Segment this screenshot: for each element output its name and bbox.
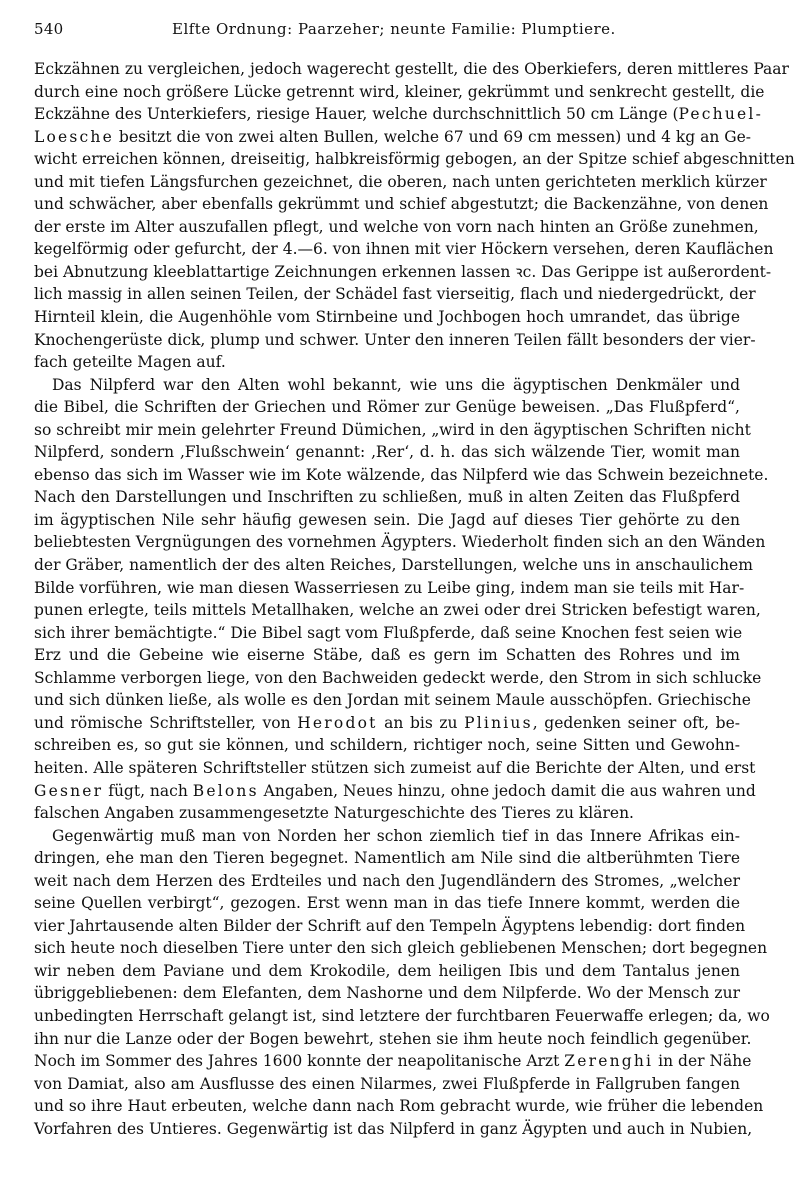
text-run: kegelförmig oder gefurcht, der 4.—6. von ihnen mit vier Höckern versehen, deren Kauflächen xyxy=(34,240,774,259)
text-line xyxy=(34,396,740,419)
spaced-name: Herodot xyxy=(297,713,378,732)
text-run: bei Abnutzung kleeblattartige Zeichnungen erkennen lassen ꝛc. Das Gerippe ist außerordent- xyxy=(34,262,772,281)
text-run: punen erlegte, teils mittels Metallhaken, welche an zwei oder drei Stricken befestigt waren, xyxy=(34,601,761,620)
text-run: Gegenwärtig muß man von Norden her schon ziemlich tief in das Innere Afrikas ein- xyxy=(52,826,740,845)
text-run: und schwächer, aber ebenfalls gekrümmt und schief abgestutzt; die Backenzähne, von denen xyxy=(34,195,769,214)
text-line xyxy=(34,937,768,960)
text-line xyxy=(34,982,740,1005)
text-line xyxy=(34,441,740,464)
body-text xyxy=(34,58,795,1140)
text-run: weit nach dem Herzen des Erdteiles und nach den Jugendländern des Stromes, „welcher xyxy=(34,871,740,890)
text-run: die Bibel, die Schriften der Griechen und Römer zur Genüge beweisen. „Das Flußpferd“, xyxy=(34,398,740,417)
text-line xyxy=(34,825,740,848)
spaced-name: Loesche xyxy=(34,127,114,146)
text-line xyxy=(34,644,740,667)
text-run: und mit tiefen Längsfurchen gezeichnet, die oberen, nach unten gerichteten merklich kürzer xyxy=(34,172,767,191)
text-line xyxy=(34,486,740,509)
text-run: durch eine noch größere Lücke getrennt wird, kleiner, gekrümmt und senkrecht gestellt, die xyxy=(34,82,765,101)
text-line xyxy=(34,283,756,306)
text-run: übriggebliebenen: dem Elefanten, dem Nashorne und dem Nilpferde. Wo der Mensch zur xyxy=(34,984,740,1003)
text-run: und so ihre Haut erbeuten, welche dann nach Rom gebracht wurde, wie früher die lebenden xyxy=(34,1097,764,1116)
text-line xyxy=(34,757,756,780)
text-line xyxy=(34,915,746,938)
text-line xyxy=(34,1073,740,1096)
text-run: Angaben, Neues hinzu, ohne jedoch damit die aus wahren und xyxy=(258,781,756,800)
text-run: ihn nur die Lanze oder der Bogen bewehrt, stehen sie ihm heute noch feindlich gegenüber. xyxy=(34,1029,752,1048)
text-run: sich heute noch dieselben Tiere unter den sich gleich gebliebenen Menschen; dort begegnen xyxy=(34,939,768,958)
text-run: Eckzähnen zu vergleichen, jedoch wagerecht gestellt, die des Oberkiefers, deren mittleres Paar xyxy=(34,60,789,78)
text-line xyxy=(34,780,756,803)
text-run: schreiben es, so gut sie können, und schildern, richtiger noch, seine Sitten und Gewohn- xyxy=(34,736,740,755)
text-line xyxy=(34,374,740,397)
text-line xyxy=(34,306,740,329)
text-line xyxy=(34,960,740,983)
text-run: Noch im Sommer des Jahres 1600 konnte der neapolitanische Arzt xyxy=(34,1052,565,1071)
text-line xyxy=(34,554,753,577)
text-run: fach geteilte Magen auf. xyxy=(34,353,226,372)
paragraph xyxy=(34,58,795,374)
text-run: falschen Angaben zusammengesetzte Naturgeschichte des Tieres zu klären. xyxy=(34,804,634,823)
text-line xyxy=(34,261,772,284)
text-run: Nach den Darstellungen und Inschriften zu schließen, muß in alten Zeiten das Flußpferd xyxy=(34,488,740,507)
text-run: Eckzähne des Unterkiefers, riesige Hauer, welche durchschnittlich 50 cm Länge ( xyxy=(34,105,679,124)
text-run: Knochengerüste dick, plump und schwer. Unter den inneren Teilen fällt besonders der vier- xyxy=(34,330,756,349)
spaced-name: Plinius xyxy=(464,713,533,732)
text-line xyxy=(34,1028,752,1051)
text-line xyxy=(34,171,767,194)
page-header xyxy=(34,20,741,44)
text-line xyxy=(34,58,789,81)
text-line xyxy=(34,622,743,645)
text-run: und sich dünken ließe, als wolle es den Jordan mit seinem Maule ausschöpfen. Griechische xyxy=(34,691,751,710)
text-run: Hirnteil klein, die Augenhöhle vom Stirnbeine und Jochbogen hoch umrandet, das übrige xyxy=(34,308,740,327)
text-line xyxy=(34,870,740,893)
paragraph xyxy=(34,374,769,825)
text-line xyxy=(34,509,740,532)
text-line xyxy=(34,689,751,712)
text-run: besitzt die von zwei alten Bullen, welche 67 und 69 cm messen) und 4 kg an Ge- xyxy=(114,127,752,146)
spaced-name: Pechuel- xyxy=(678,105,764,124)
text-line xyxy=(34,238,774,261)
running-head: Elfte Ordnung: Paarzeher; neunte Familie: Plumptiere. xyxy=(172,20,616,38)
text-line xyxy=(34,329,756,352)
text-line xyxy=(34,667,762,690)
text-line xyxy=(34,419,751,442)
text-line xyxy=(34,1118,753,1141)
text-line xyxy=(34,464,769,487)
text-line xyxy=(34,599,761,622)
text-run: heiten. Alle späteren Schriftsteller stützen sich zumeist auf die Berichte der Alten, und erst xyxy=(34,758,756,777)
text-run: ebenso das sich im Wasser wie im Kote wälzende, das Nilpferd wie das Schwein bezeichnete. xyxy=(34,465,769,484)
text-line xyxy=(34,847,740,870)
text-line xyxy=(34,1095,764,1118)
text-line xyxy=(34,126,752,149)
text-run: Das Nilpferd war den Alten wohl bekannt, wie uns die ägyptischen Denkmäler und xyxy=(52,375,740,394)
text-run: im ägyptischen Nile sehr häufig gewesen sein. Die Jagd auf dieses Tier gehörte zu den xyxy=(34,510,740,529)
text-run: in der Nähe xyxy=(653,1052,752,1071)
text-run: Schlamme verborgen liege, von den Bachweiden gedeckt werde, den Strom in sich schlucke xyxy=(34,668,762,687)
text-run: , gedenken seiner oft, be- xyxy=(532,713,740,732)
text-line xyxy=(34,81,765,104)
text-line xyxy=(34,216,759,239)
spaced-name: Zerenghi xyxy=(564,1052,654,1071)
paragraph xyxy=(34,825,770,1141)
text-run: Bilde vorführen, wie man diesen Wasserriesen zu Leibe ging, indem man sie teils mit Har- xyxy=(34,578,745,597)
text-run: der Gräber, namentlich der des alten Reiches, Darstellungen, welche uns in anschaulichem xyxy=(34,556,753,575)
text-line xyxy=(34,892,740,915)
text-line xyxy=(34,734,740,757)
text-run: an bis zu xyxy=(377,713,465,732)
text-run: lich massig in allen seinen Teilen, der Schädel fast vierseitig, flach und niedergedrückt, der xyxy=(34,285,756,304)
text-run: fügt, nach xyxy=(103,781,193,800)
spaced-name: Gesner xyxy=(34,781,104,800)
text-line xyxy=(34,148,795,171)
text-line xyxy=(34,351,740,374)
text-line xyxy=(34,531,766,554)
text-run: Erz und die Gebeine wie eiserne Stäbe, daß es gern im Schatten des Rohres und im xyxy=(34,646,740,665)
text-line xyxy=(34,193,769,216)
text-run: wicht erreichen können, dreiseitig, halbkreisförmig gebogen, an der Spitze schief abgeschnitten xyxy=(34,150,795,169)
text-run: wir neben dem Paviane und dem Krokodile, dem heiligen Ibis und dem Tantalus jenen xyxy=(34,961,740,980)
text-run: seine Quellen verbirgt“, gezogen. Erst wenn man in das tiefe Innere kommt, werden die xyxy=(34,894,740,913)
text-run: sich ihrer bemächtigte.“ Die Bibel sagt vom Flußpferde, daß seine Knochen fest seien wie xyxy=(34,623,743,642)
spaced-name: Belons xyxy=(192,781,259,800)
text-run: unbedingten Herrschaft gelangt ist, sind letztere der furchtbaren Feuerwaffe erlegen; da, wo xyxy=(34,1006,770,1025)
text-line xyxy=(34,577,745,600)
text-line xyxy=(34,1050,752,1073)
text-run: dringen, ehe man den Tieren begegnet. Namentlich am Nile sind die altberühmten Tiere xyxy=(34,849,740,868)
text-run: beliebtesten Vergnügungen des vornehmen Ägypters. Wiederholt finden sich an den Wänden xyxy=(34,533,766,552)
text-run: so schreibt mir mein gelehrter Freund Dümichen, „wird in den ägyptischen Schriften nicht xyxy=(34,420,751,439)
text-run: der erste im Alter auszufallen pflegt, und welche von vorn nach hinten an Größe zunehmen, xyxy=(34,217,759,236)
page-number: 540 xyxy=(34,20,64,38)
text-run: Nilpferd, sondern ‚Flußschwein‘ genannt: ‚Rer‘, d. h. das sich wälzende Tier, womit man xyxy=(34,443,740,462)
text-run: Vorfahren des Untieres. Gegenwärtig ist das Nilpferd in ganz Ägypten und auch in Nubien, xyxy=(34,1119,753,1138)
text-line xyxy=(34,802,740,825)
text-line xyxy=(34,712,740,735)
text-line xyxy=(34,103,764,126)
text-run: und römische Schriftsteller, von xyxy=(34,713,298,732)
text-line xyxy=(34,1005,770,1028)
text-run: von Damiat, also am Ausflusse des einen Nilarmes, zwei Flußpferde in Fallgruben fangen xyxy=(34,1074,740,1093)
text-run: vier Jahrtausende alten Bilder der Schrift auf den Tempeln Ägyptens lebendig: dort finden xyxy=(34,916,746,935)
